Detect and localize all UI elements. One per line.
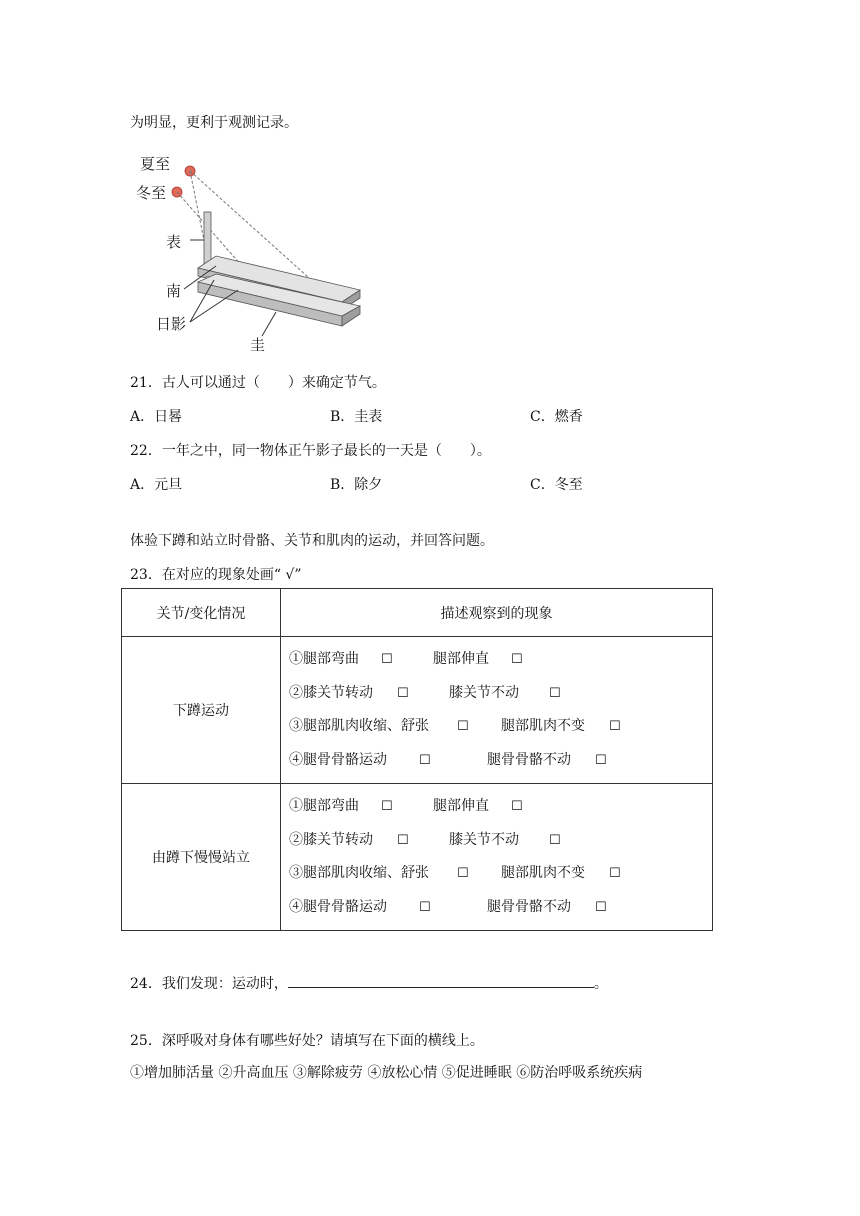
item-text: ②膝关节转动 [289,831,373,848]
checkbox[interactable]: ☐ [609,866,621,881]
table-row [122,637,713,784]
item-text: ③腿部肌肉收缩、舒张 [289,718,429,734]
item-text: 腿骨骨骼不动 [487,751,571,768]
item-text: ④腿骨骨骼运动 [289,898,387,915]
q24-suffix: 。 [593,976,608,992]
checkbox[interactable]: ☐ [549,685,561,701]
figure-label-gui: 圭 [250,336,266,354]
section2-intro: 体验下蹲和站立时骨骼、关节和肌肉的运动，并回答问题。 [130,533,494,549]
checkbox[interactable]: ☐ [419,752,431,768]
checkbox[interactable]: ☐ [511,652,523,667]
checkbox[interactable]: ☐ [397,832,409,848]
question-21: 21．古人可以通过（ ）来确定节气。 [130,375,386,391]
q24-prefix: 24．我们发现：运动时， [130,976,288,992]
observation-table [121,588,713,931]
checkbox[interactable]: ☐ [511,799,523,814]
checkbox[interactable]: ☐ [457,866,469,881]
phase-stand: 由蹲下慢慢站立 [122,784,281,931]
guibiao-figure [128,150,368,355]
checkbox[interactable]: ☐ [595,752,607,768]
figure-label-winter: 冬至 [136,184,167,202]
checkbox[interactable]: ☐ [595,899,607,915]
table-header-joint: 关节/变化情况 [122,589,281,637]
intro-tail-text: 为明显，更利于观测记录。 [130,115,298,131]
checkbox[interactable]: ☐ [549,832,561,848]
item-text: 膝关节不动 [449,684,519,701]
table-row [122,784,713,931]
gnomon-pole [204,212,211,264]
item-text: ①腿部弯曲 [289,651,359,667]
q21-option-b[interactable]: B．圭表 [330,409,383,425]
item-text: ④腿骨骨骼运动 [289,751,387,768]
checkbox[interactable]: ☐ [609,719,621,734]
checkbox[interactable]: ☐ [381,652,393,667]
item-text: 腿骨骨骼不动 [487,898,571,915]
figure-label-gnomon: 表 [166,233,182,251]
question-23: 23．在对应的现象处画“ √” [130,567,302,583]
q25-choices: ①增加肺活量 ②升高血压 ③解除疲劳 ④放松心情 ⑤促进睡眠 ⑥防治呼吸系统疾病 [130,1065,643,1081]
item-text: 腿部伸直 [433,798,489,814]
q24-answer-blank[interactable] [288,973,594,988]
checkbox[interactable]: ☐ [457,719,469,734]
item-text: ②膝关节转动 [289,684,373,701]
item-text: 腿部肌肉不变 [501,865,585,881]
question-22: 22．一年之中，同一物体正午影子最长的一天是（ ）。 [130,443,491,459]
checkbox[interactable]: ☐ [419,899,431,915]
phase-squat: 下蹲运动 [122,637,281,784]
item-text: ③腿部肌肉收缩、舒张 [289,865,429,881]
item-text: 腿部伸直 [433,651,489,667]
figure-label-south: 南 [166,282,182,300]
question-24 [130,973,608,993]
q21-option-c[interactable]: C．燃香 [530,409,583,425]
question-25: 25．深呼吸对身体有哪些好处？请填写在下面的横线上。 [130,1033,484,1049]
item-text: 腿部肌肉不变 [501,718,585,734]
figure-label-summer: 夏至 [140,155,171,173]
figure-label-shadow: 日影 [156,315,187,333]
table-header-phenomenon: 描述观察到的现象 [281,589,713,637]
q22-option-b[interactable]: B．除夕 [330,477,383,493]
q21-option-a[interactable]: A．日晷 [130,409,183,425]
checkbox[interactable]: ☐ [397,685,409,701]
item-text: 膝关节不动 [449,831,519,848]
item-text: ①腿部弯曲 [289,798,359,814]
checkbox[interactable]: ☐ [381,799,393,814]
q22-option-a[interactable]: A．元旦 [130,477,183,493]
q22-option-c[interactable]: C．冬至 [530,477,583,493]
